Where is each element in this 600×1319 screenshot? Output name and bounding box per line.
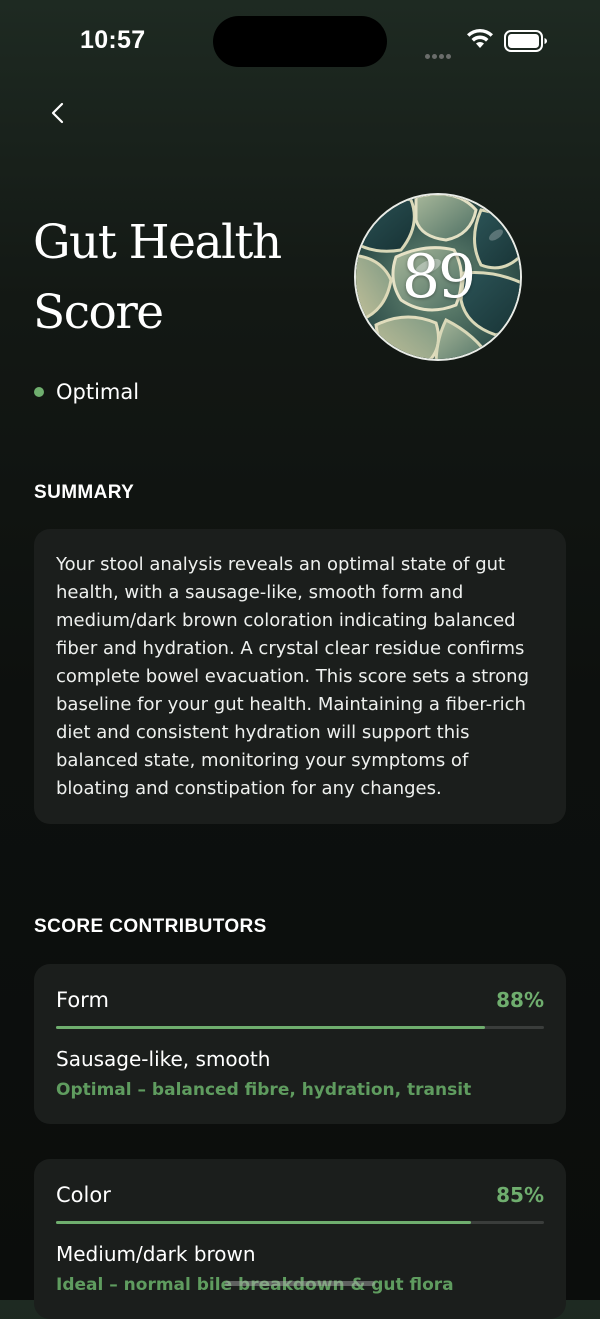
status-bar (0, 0, 600, 80)
contributor-progress-track (56, 1026, 544, 1029)
contributor-label: Form (56, 988, 109, 1012)
score-badge (354, 193, 522, 361)
score-value: 89 (401, 242, 475, 312)
summary-heading: SUMMARY (34, 482, 135, 503)
score-contributors-heading: SCORE CONTRIBUTORS (34, 916, 267, 937)
contributor-value: Sausage-like, smooth (56, 1047, 271, 1071)
contributor-label: Color (56, 1183, 111, 1207)
wifi-icon (465, 28, 495, 50)
summary-text: Your stool analysis reveals an optimal state of gut health, with a sausage-like, smooth form and medium/dark brown coloration indicating balanced fiber and hydration. A crystal clear residue confirms complete bowel evacuation. This score sets a strong baseline for your gut health. Maintaining a fiber-rich diet and consistent hydration will support this balanced state, monitoring your symptoms of bloating and constipation for any changes. (56, 554, 530, 799)
page-title-line1: Gut Health (33, 215, 281, 270)
contributor-description: Ideal – normal bile breakdown & gut flora (56, 1275, 454, 1295)
page-title (33, 208, 333, 348)
status-label: Optimal (56, 380, 140, 404)
contributor-percent: 88% (496, 988, 544, 1012)
contributor-description: Optimal – balanced fibre, hydration, transit (56, 1080, 472, 1100)
status-time: 10:57 (80, 26, 146, 54)
battery-icon (504, 30, 548, 52)
contributor-card-form[interactable] (34, 964, 566, 1124)
contributor-value: Medium/dark brown (56, 1242, 256, 1266)
chevron-left-icon (40, 95, 76, 131)
contributor-card-color[interactable] (34, 1159, 566, 1319)
status-dot-icon (34, 387, 44, 397)
contributor-progress-fill (56, 1221, 471, 1224)
dynamic-island (213, 16, 387, 67)
contributor-progress-track (56, 1221, 544, 1224)
contributor-percent: 85% (496, 1183, 544, 1207)
cellular-signal-icon (425, 44, 457, 50)
health-status (34, 378, 139, 406)
home-indicator[interactable] (225, 1281, 375, 1286)
page-title-line2: Score (33, 285, 163, 340)
summary-card (34, 529, 566, 824)
contributor-progress-fill (56, 1026, 485, 1029)
back-button[interactable] (40, 95, 76, 131)
